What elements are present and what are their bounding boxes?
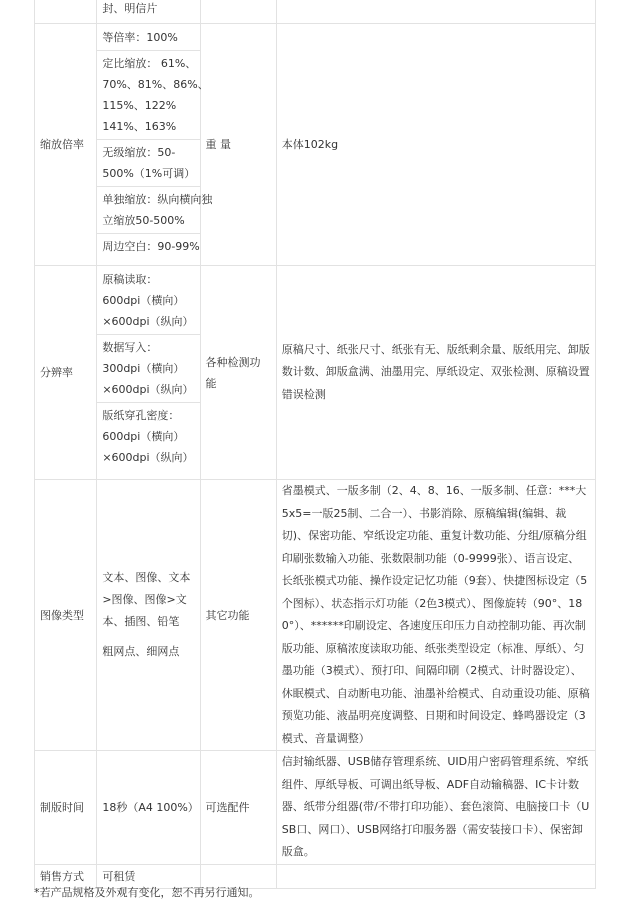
row-plate-time-label: 制版时间	[35, 751, 97, 865]
resolution-sub-line: 300dpi（横向）	[102, 362, 185, 375]
row-resolution-label: 分辨率	[35, 266, 97, 480]
row-plate-time-value: 信封输纸器、USB储存管理系统、UID用户密码管理系统、窄纸组件、厚纸导板、可调出纸导板、ADF自动输稿器、IC卡计数器、纸带分组器(带/不带打印功能）、套色滚筒、电脑接口卡（USB口、网口）、USB网络打印服务器（需安装接口卡）、保密卸版盒。	[276, 751, 595, 865]
resolution-sub-line: 600dpi（横向）	[102, 294, 185, 307]
table-row-image-type	[35, 480, 596, 751]
zoom-sub-line: 单独缩放：纵向横向独	[102, 193, 213, 206]
image-type-sub-b: 粗网点、细网点	[102, 645, 180, 658]
footnote: *若产品规格及外观有变化，恕不再另行通知。	[34, 886, 260, 899]
row-top-label	[35, 0, 97, 24]
row-sales-value	[276, 864, 595, 888]
resolution-sub-line: ×600dpi（纵向）	[102, 451, 194, 464]
table-row-plate-time	[35, 751, 596, 865]
row-top-sub-line: 封、明信片	[102, 2, 158, 15]
row-zoom-label: 缩放倍率	[35, 24, 97, 266]
image-type-sub-a: 文本、图像、文本>图像、图像>文本、插图、铅笔	[102, 571, 191, 628]
zoom-sub-line: 定比缩放： 61%、	[102, 57, 197, 70]
row-sales-sub: 可租赁	[97, 864, 200, 888]
row-plate-time-label2: 可选配件	[200, 751, 276, 865]
row-top-value	[276, 0, 595, 24]
zoom-sub-line: 周边空白：90-99%	[102, 240, 200, 253]
zoom-sub-line: 等倍率：100%	[102, 31, 178, 44]
spec-table	[34, 0, 596, 889]
row-sales-label: 销售方式	[35, 864, 97, 888]
resolution-sub-line: 数据写入：	[102, 341, 158, 354]
zoom-sub-line: 70%、81%、86%、	[102, 78, 209, 91]
resolution-sub-line: ×600dpi（纵向）	[102, 315, 194, 328]
row-image-type-label2: 其它功能	[200, 480, 276, 751]
zoom-sub-line: 500%（1%可调）	[102, 167, 196, 180]
zoom-sub-line: 115%、122%	[102, 99, 177, 112]
zoom-sub-line: 立缩放50-500%	[102, 214, 185, 227]
resolution-sub-line: 版纸穿孔密度：	[102, 409, 180, 422]
row-resolution-label2: 各种检测功能	[200, 266, 276, 480]
resolution-sub-line: ×600dpi（纵向）	[102, 383, 194, 396]
resolution-sub-line: 600dpi（横向）	[102, 430, 185, 443]
row-zoom-value: 本体102kg	[276, 24, 595, 266]
table-row-top	[35, 0, 596, 24]
zoom-sub-line: 无级缩放：50-	[102, 146, 176, 159]
row-zoom-label2: 重 量	[200, 24, 276, 266]
zoom-sub-line: 141%、163%	[102, 120, 177, 133]
table-row-zoom	[35, 24, 596, 266]
resolution-sub-line: 原稿读取：	[102, 273, 158, 286]
row-zoom-sub	[97, 24, 213, 266]
row-resolution-value: 原稿尺寸、纸张尺寸、纸张有无、版纸剩余量、版纸用完、卸版数计数、卸版盒满、油墨用完、厚纸设定、双张检测、原稿设置错误检测	[276, 266, 595, 480]
row-image-type-value: 省墨模式、一版多制（2、4、8、16、一版多制、任意：***大5x5=一版25制、二合一）、书影消除、原稿编辑(编辑、裁切)、保密功能、窄纸设定功能、重复计数功能、分组/原稿分组印刷张数输入功能、张数限制功能（0-9999张）、语言设定、长纸张模式功能、操作设定记忆功能（9套）、快捷图标设定（5个图标）、状态指示灯功能（2色3模式）、图像旋转（90°、180°）、******印刷设定、各速度压印压力自动控制功能、再次制版功能、原稿浓度读取功能、纸张类型设定（标准、厚纸）、匀墨功能（3模式）、预打印、间隔印刷（2模式、计时器设定）、休眠模式、自动断电功能、油墨补给模式、自动重设功能、原稿预览功能、液晶明亮度调整、日期和时间设定、蜂鸣器设定（3模式、音量调整）	[276, 480, 595, 751]
row-image-type-label: 图像类型	[35, 480, 97, 751]
table-row-resolution	[35, 266, 596, 480]
row-top-label2	[200, 0, 276, 24]
row-top-sub	[97, 0, 200, 24]
row-plate-time-sub: 18秒（A4 100%）	[97, 751, 200, 865]
row-resolution-sub	[97, 266, 200, 480]
row-image-type-sub	[97, 480, 200, 751]
